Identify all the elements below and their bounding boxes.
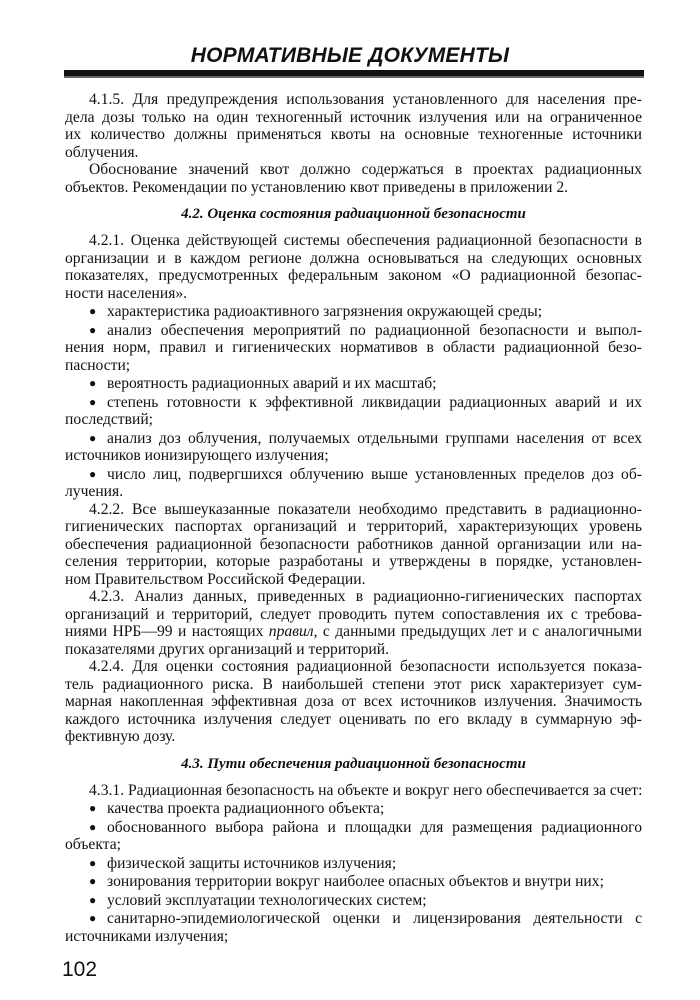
bullet-item (65, 303, 642, 321)
text-line: дела дозы только на один техногенный источник излучения или на ограниченное (65, 108, 642, 126)
bullet-text: условий эксплуатации технологических систем; (107, 891, 427, 909)
bullet-text: число лиц, подвергшихся облучению выше установленных пределов доз об- (107, 465, 642, 483)
bullet-item (65, 322, 642, 375)
emphasis: правил (268, 623, 314, 640)
text-line (65, 430, 642, 448)
text-line: показателях, предусмотренных федеральным законом «О радиационной безопас- (65, 267, 642, 284)
text-line (65, 819, 642, 837)
bullet-item (65, 819, 642, 854)
bullet-icon: ● (89, 376, 97, 390)
text-line: 4.2.1. Оценка действующей системы обеспечения радиационной безопасности в (89, 232, 642, 249)
bullet-text: характеристика радиоактивного загрязнения окружающей среды; (107, 303, 543, 320)
text-line: ниями НРБ—99 и настоящих правил, с данными предыдущих лет и с аналогичными (65, 623, 642, 640)
bullet-icon: ● (89, 801, 97, 815)
text-line: 4.2.4. Для оценки состояния радиационной безопасности используется показа- (89, 658, 642, 675)
paragraph (65, 501, 642, 589)
bullet-item (65, 855, 642, 873)
bullet-item (65, 910, 642, 945)
bullet-icon: ● (89, 911, 97, 925)
page-body (65, 91, 642, 945)
text-line: их количество должны применяться квоты на основные техногенные источники (65, 126, 642, 143)
text-line (65, 800, 642, 818)
text-line (65, 892, 642, 910)
paragraph (65, 658, 642, 746)
bullet-icon: ● (89, 394, 97, 409)
bullet-text: качества проекта радиационного объекта; (107, 800, 385, 817)
text-line: ном Правительством Российской Федерации. (65, 570, 366, 588)
page-number: 102 (62, 958, 98, 981)
text-line: тель радиационного риска. В наибольшей степени этот риск характеризует сум- (65, 675, 642, 693)
text-line: марная накопленная эффективная доза от всех источников излучения. Значимость (65, 693, 642, 710)
text-line: Обоснование значений квот должно содержаться в проектах радиационных (89, 161, 642, 178)
bullet-item (65, 892, 642, 910)
bullet-text: обоснованного выбора района и площадки для размещения радиационного (107, 818, 642, 836)
bullet-text: санитарно-эпидемиологической оценки и лицензирования деятельности с (107, 910, 642, 927)
bullet-item (65, 430, 642, 465)
text-line: показателями других организаций и территорий. (65, 640, 389, 658)
bullet-icon: ● (89, 430, 97, 445)
paragraph (65, 588, 642, 658)
text-line: последствий; (65, 411, 154, 428)
bullet-text: вероятность радиационных аварий и их масштаб; (107, 375, 437, 392)
bullet-item (65, 375, 642, 393)
text-line: 4.3.1. Радиационная безопасность на объекте и вокруг него обеспечивается за счет: (89, 781, 643, 799)
text-line: лучения. (65, 483, 124, 500)
text-line: источниками излучения; (65, 927, 229, 945)
text-line: обеспечения радиационной безопасности работников данной организации или на- (65, 535, 642, 553)
bullet-icon: ● (89, 874, 97, 888)
bullet-icon: ● (89, 466, 97, 481)
section-heading: 4.3. Пути обеспечения радиационной безопасности (181, 755, 526, 772)
text-line (65, 322, 642, 340)
bullet-text: анализ доз облучения, получаемых отдельными группами населения от всех (107, 429, 642, 447)
text-line: 4.2.2. Все вышеуказанные показатели необходимо представить в радиационно- (89, 500, 642, 518)
text-line: облучения. (65, 143, 139, 161)
paragraph (65, 161, 642, 196)
text-line (65, 466, 642, 484)
bullet-text: физической защиты источников излучения; (107, 854, 397, 872)
text-line (65, 375, 642, 393)
bullet-icon: ● (89, 892, 97, 907)
bullet-icon: ● (89, 819, 97, 834)
text-line: пасности; (65, 356, 131, 374)
paragraph (65, 91, 642, 161)
header-divider (64, 70, 644, 78)
bullet-icon: ● (89, 855, 97, 870)
bullet-item (65, 800, 642, 818)
text-line (65, 855, 642, 873)
paragraph (65, 782, 642, 800)
text-line (65, 910, 642, 928)
text-line: источников ионизирующего излучения; (65, 447, 329, 464)
text-line: организации и в каждом регионе должна основываться на следующих основных (65, 249, 642, 267)
bullet-item (65, 394, 642, 429)
text-line: фективную дозу. (65, 728, 176, 745)
running-header-title: НОРМАТИВНЫЕ ДОКУМЕНТЫ (190, 44, 510, 67)
paragraph (65, 232, 642, 302)
text-line: гигиенических паспортах организаций и территорий, характеризующих уровень (65, 518, 642, 535)
bullet-item (65, 466, 642, 501)
bullet-text: зонирования территории вокруг наиболее опасных объектов и внутри них; (107, 873, 604, 890)
text-line (65, 394, 642, 412)
text-line: ности населения». (65, 284, 188, 302)
bullet-text: анализ обеспечения мероприятий по радиационной безопасности и выпол- (107, 321, 642, 339)
text-line (65, 303, 642, 321)
bullet-text: степень готовности к эффективной ликвидации радиационных аварий и их (107, 393, 642, 411)
text-line: селения территории, которые разработаны и утверждены в порядке, установлен- (65, 553, 642, 570)
bullet-icon: ● (89, 322, 97, 337)
text-line: 4.1.5. Для предупреждения использования установленного для населения пре- (89, 91, 642, 108)
text-line (65, 873, 642, 891)
section-heading: 4.2. Оценка состояния радиационной безопасности (181, 206, 526, 222)
text-line: организаций и территорий, следует проводить путем сопоставления их с требова- (65, 605, 642, 623)
text-line: 4.2.3. Анализ данных, приведенных в радиационно-гигиенических паспортах (89, 588, 642, 605)
text-line: каждого источника излучения следует оценивать по его вкладу в суммарную эф- (65, 710, 642, 728)
text-line: объектов. Рекомендации по установлению квот приведены в приложении 2. (65, 178, 569, 196)
text-line: объекта; (65, 836, 121, 853)
text-line: нения норм, правил и гигиенических нормативов в области радиационной безо- (65, 339, 642, 356)
bullet-item (65, 873, 642, 891)
bullet-icon: ● (89, 304, 97, 318)
